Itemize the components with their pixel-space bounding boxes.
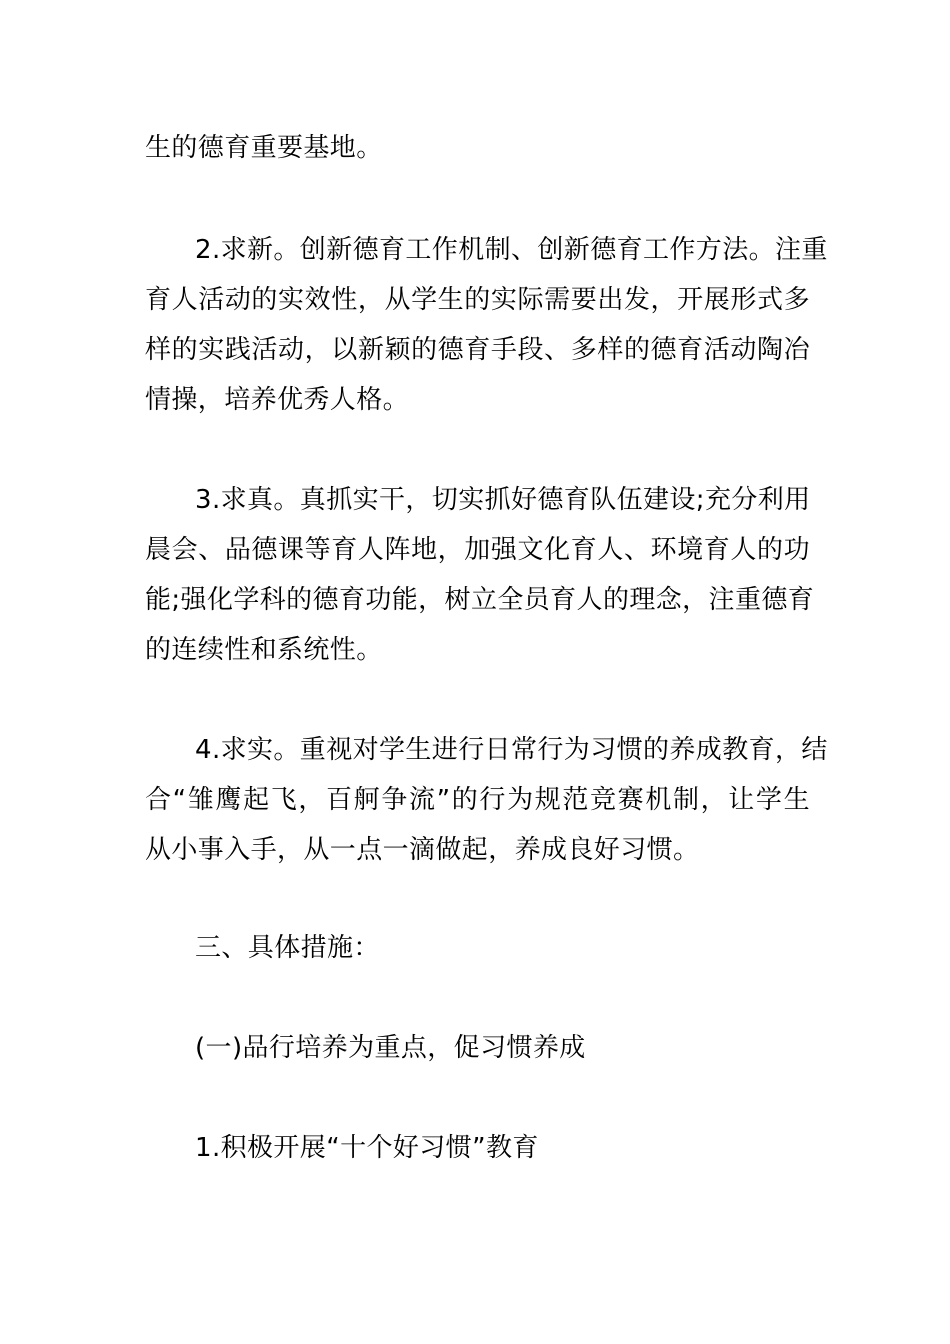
paragraph-4-line-3: 从小事入手，从一点一滴做起，养成良好习惯。 [145,835,700,865]
paragraph-3-line-4: 的连续性和系统性。 [145,635,383,665]
paragraph-4-line-1: 4.求实。重视对学生进行日常行为习惯的养成教育，结 [195,735,828,765]
paragraph-2-line-2: 育人活动的实效性，从学生的实际需要出发，开展形式多 [145,285,810,315]
paragraph-3-line-1: 3.求真。真抓实干，切实抓好德育队伍建设;充分利用 [195,485,811,515]
item-heading: 1.积极开展“十个好习惯”教育 [195,1133,539,1163]
paragraph-2-line-3: 样的实践活动，以新颖的德育手段、多样的德育活动陶冶 [145,335,810,365]
paragraph-4-line-2: 合“雏鹰起飞，百舸争流”的行为规范竞赛机制，让学生 [145,785,810,815]
paragraph-3-line-3: 能;强化学科的德育功能，树立全员育人的理念，注重德育 [145,585,815,615]
paragraph-1-line-1: 生的德育重要基地。 [145,133,383,163]
subsection-heading: (一)品行培养为重点，促习惯养成 [195,1033,586,1063]
paragraph-2-line-1: 2.求新。创新德育工作机制、创新德育工作方法。注重 [195,235,828,265]
paragraph-3-line-2: 晨会、品德课等育人阵地，加强文化育人、环境育人的功 [145,535,810,565]
section-heading: 三、具体措施： [195,933,380,963]
paragraph-2-line-4: 情操，培养优秀人格。 [145,385,410,415]
